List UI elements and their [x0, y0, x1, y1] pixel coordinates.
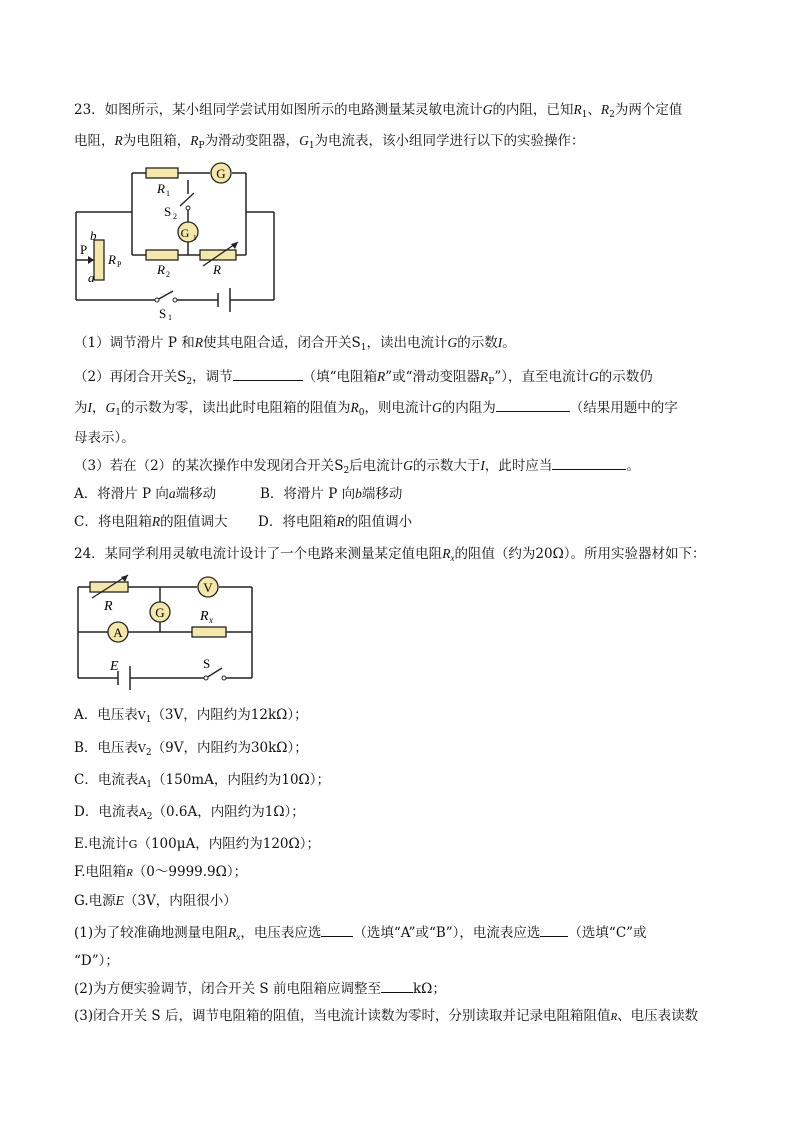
g-symbol: G — [589, 369, 599, 384]
rp-symbol: R — [480, 369, 489, 384]
r0-symbol: R — [350, 400, 359, 415]
q23-step-2-line-2 — [74, 397, 678, 423]
text: ，电压表应选 — [240, 925, 322, 941]
text: （3V，内阻约为12kΩ）； — [151, 707, 308, 723]
label-rp-sub: P — [117, 260, 122, 269]
text: F.电阻箱 — [74, 864, 127, 880]
text: 端移动 — [175, 486, 217, 502]
q23-stem-text: 为电流表，该小组同学进行以下的实验操作： — [314, 133, 585, 149]
answer-blank-resistance[interactable] — [381, 978, 413, 993]
text: G.电源 — [74, 893, 116, 909]
q23-step-2-line-1 — [74, 366, 653, 392]
text: （150mA，内阻约为10Ω）； — [152, 772, 330, 788]
r-symbol: R — [336, 514, 345, 529]
text: ，调节 — [192, 369, 233, 385]
text: C．电流表 — [74, 772, 139, 788]
a2-symbol: A — [138, 806, 147, 819]
text: （3V，内阻很小） — [123, 893, 237, 909]
g-symbol: G — [128, 838, 138, 851]
text: D．电流表 — [74, 804, 139, 820]
text: ， — [92, 400, 106, 416]
v1-symbol: V — [137, 709, 146, 722]
text: 24．某同学利用灵敏电流计设计了一个电路来测量某定值电阻 — [74, 546, 443, 562]
label-s2: S — [164, 204, 172, 219]
text: 的阻值调大 — [160, 514, 228, 530]
r-symbol: R — [114, 133, 123, 148]
text: A．电压表 — [74, 707, 138, 723]
text: 的示数仍 — [598, 369, 653, 385]
resistor-rx — [192, 627, 226, 637]
s2-symbol: S — [334, 458, 344, 474]
text: 母表示）。 — [74, 430, 135, 446]
text: 。 — [626, 458, 640, 474]
text: A．将滑片 P 向 — [74, 486, 169, 502]
rx-symbol: R — [228, 925, 237, 940]
label-v: V — [203, 580, 213, 595]
option-b[interactable] — [260, 484, 402, 504]
q23-step-3 — [74, 455, 640, 481]
e-symbol: E — [115, 893, 124, 908]
label-s2-sub: 2 — [173, 212, 177, 221]
switch-s1 — [157, 291, 173, 300]
text: （9V，内阻约为30kΩ）； — [151, 740, 308, 756]
text: B．电压表 — [74, 740, 138, 756]
g1-symbol: G — [299, 133, 309, 148]
g1-symbol: G — [105, 400, 116, 415]
label-s1-sub: 1 — [168, 313, 172, 320]
r2-symbol: R — [600, 102, 610, 117]
label-a: a — [88, 270, 95, 285]
subscript: 1 — [360, 343, 367, 353]
q23-step-1 — [74, 333, 516, 358]
rp-symbol: R — [190, 133, 199, 148]
r-symbol: R — [151, 514, 161, 529]
label-rp: R — [108, 252, 116, 267]
r2-resistor — [146, 250, 178, 260]
text: 的阻值（约为20Ω）。所用实验器材如下： — [454, 546, 706, 562]
i-symbol: I — [497, 335, 503, 350]
b-symbol: b — [355, 486, 362, 501]
subscript: 1 — [581, 110, 588, 120]
label-s: S — [203, 656, 211, 671]
subscript: P — [198, 141, 205, 151]
q23-options-cd — [74, 512, 413, 532]
subscript: 1 — [115, 408, 121, 418]
g-symbol: G — [447, 335, 458, 350]
text: ”或“滑动变阻器 — [385, 369, 481, 385]
subscript: 2 — [609, 110, 615, 120]
q24-part-2 — [74, 978, 446, 999]
switch-s2 — [180, 193, 194, 206]
answer-blank-voltmeter[interactable] — [321, 922, 353, 937]
subscript: 2 — [146, 812, 153, 822]
q24-item-f — [74, 862, 247, 883]
a-symbol: a — [168, 486, 176, 501]
subscript: 1 — [145, 715, 152, 725]
text: (2)为方便实验调节，闭合开关 S 前电阻箱应调整至 — [74, 981, 381, 997]
text: （选填“A”或“B”），电流表应选 — [353, 925, 541, 941]
q23-stem-text: 为电阻箱， — [122, 133, 191, 149]
answer-blank-2[interactable] — [496, 397, 570, 412]
q24-item-g — [74, 891, 237, 911]
answer-blank-1[interactable] — [233, 366, 303, 381]
galvanometer-symbol: G — [482, 102, 493, 117]
label-r2-sub: 2 — [166, 270, 170, 279]
text: 使其电阻合适，闭合开关 — [203, 335, 352, 351]
text: 端移动 — [361, 486, 403, 502]
r-symbol: R — [126, 867, 133, 879]
text: (3)闭合开关 S 后，调节电阻箱的阻值，当电流计读数为零时，分别读取并记录电阻箱阻值 — [74, 1008, 611, 1024]
rheostat-rp — [94, 240, 104, 280]
separator: 、 — [587, 102, 601, 118]
label-g: G — [155, 605, 165, 620]
label-e: E — [110, 659, 119, 674]
text: （0～9999.9Ω）； — [132, 864, 248, 880]
a1-symbol: A — [138, 774, 147, 787]
answer-blank-3[interactable] — [552, 455, 626, 470]
text: ，此时应当 — [484, 458, 553, 474]
text: ，则电流计 — [364, 400, 432, 416]
option-c[interactable] — [74, 514, 228, 530]
text: (1)为了较准确地测量电阻 — [74, 925, 229, 941]
option-a[interactable] — [74, 486, 216, 502]
text: E.电流计 — [74, 836, 129, 852]
label-g1: G — [180, 226, 190, 240]
v2-symbol: V — [137, 742, 146, 755]
i-symbol: I — [480, 458, 485, 473]
label-s1: S — [159, 306, 167, 320]
label-r: R — [213, 262, 221, 277]
subscript: 2 — [343, 466, 350, 476]
s1-symbol: S — [351, 335, 361, 351]
text: （填“电阻箱 — [302, 369, 377, 385]
label-rx: R — [200, 609, 209, 624]
text: 后电流计 — [349, 458, 404, 474]
g-symbol: G — [403, 458, 413, 473]
q23-stem-text: 为滑动变阻器， — [204, 133, 300, 149]
q23-stem-text: 的内阻，已知 — [492, 102, 574, 118]
text: （选填“C”或 — [568, 925, 647, 941]
q23-stem-line-2 — [74, 131, 585, 156]
q24-part-1-line-2 — [74, 951, 119, 971]
text: 的内阻为 — [441, 400, 496, 416]
q24-circuit-diagram — [66, 572, 266, 694]
text: ，读出电流计 — [366, 335, 448, 351]
subscript: 2 — [145, 748, 152, 758]
subscript: x — [450, 553, 455, 563]
rx-symbol: R — [442, 546, 451, 561]
text: 的示数为零，读出此时电阻箱的阻值为 — [120, 400, 351, 416]
option-d[interactable] — [258, 512, 412, 532]
text: ”），直至电流计 — [494, 369, 590, 385]
text: 、电压表读数 — [617, 1008, 699, 1024]
q24-item-b — [74, 738, 308, 763]
text: 的示数大于 — [412, 458, 481, 474]
label-g: G — [216, 166, 226, 181]
text: 为 — [74, 400, 88, 416]
r-symbol: R — [376, 369, 386, 384]
text: （1）调节滑片 P 和 — [74, 335, 195, 351]
q23-stem-line-1 — [74, 100, 682, 125]
q23-stem-text: 电阻， — [74, 133, 115, 149]
r1-resistor — [146, 168, 178, 178]
subscript: x — [236, 932, 241, 942]
text: “D”）； — [74, 953, 119, 969]
text: C．将电阻箱 — [74, 514, 152, 530]
q23-stem-text: 为两个定值 — [614, 102, 683, 118]
text: （结果用题中的字 — [569, 400, 678, 416]
text: （0.6A，内阻约为1Ω）； — [152, 804, 305, 820]
text: （2）再闭合开关 — [74, 369, 178, 385]
s2-symbol: S — [177, 369, 187, 385]
label-g1-sub: 1 — [193, 234, 197, 242]
subscript: P — [488, 377, 495, 387]
q24-item-e — [74, 834, 320, 855]
q24-stem — [74, 544, 706, 568]
g-symbol: G — [431, 400, 442, 415]
text: 的示数 — [457, 335, 498, 351]
q23-stem-text: 23．如图所示，某小组同学尝试用如图所示的电路测量某灵敏电流计 — [74, 102, 483, 118]
label-rx-sub: x — [209, 615, 213, 625]
subscript: 2 — [186, 377, 193, 387]
text: 的阻值调小 — [344, 514, 413, 530]
label-r1-sub: 1 — [166, 189, 170, 198]
i-symbol: I — [87, 400, 92, 415]
text: B．将滑片 P 向 — [260, 486, 356, 502]
r-symbol: R — [194, 335, 204, 350]
label-r: R — [104, 599, 113, 614]
label-b: b — [90, 228, 97, 243]
q24-item-a — [74, 705, 308, 730]
q24-item-c — [74, 770, 330, 795]
subscript: 1 — [308, 141, 315, 151]
subscript: 1 — [146, 780, 153, 790]
text: （100μA，内阻约为120Ω）； — [137, 836, 320, 852]
q23-options-ab — [74, 484, 403, 504]
q23-circuit-diagram — [60, 160, 300, 320]
q24-item-d — [74, 802, 305, 827]
label-p: P — [80, 242, 88, 257]
subscript: 0 — [358, 408, 365, 418]
q23-step-2-line-3 — [74, 428, 135, 448]
q24-part-3 — [74, 1006, 698, 1027]
text: D．将电阻箱 — [258, 514, 337, 530]
answer-blank-ammeter[interactable] — [540, 922, 568, 937]
q24-part-1-line-1 — [74, 922, 647, 947]
label-r2: R — [157, 262, 165, 277]
text: kΩ； — [412, 981, 446, 997]
label-r1: R — [157, 181, 165, 196]
label-a: A — [113, 625, 123, 640]
r-symbol: R — [610, 1011, 618, 1023]
text: 。 — [502, 335, 516, 351]
r1-symbol: R — [573, 102, 582, 117]
text: （3）若在（2）的某次操作中发现闭合开关 — [74, 458, 335, 474]
